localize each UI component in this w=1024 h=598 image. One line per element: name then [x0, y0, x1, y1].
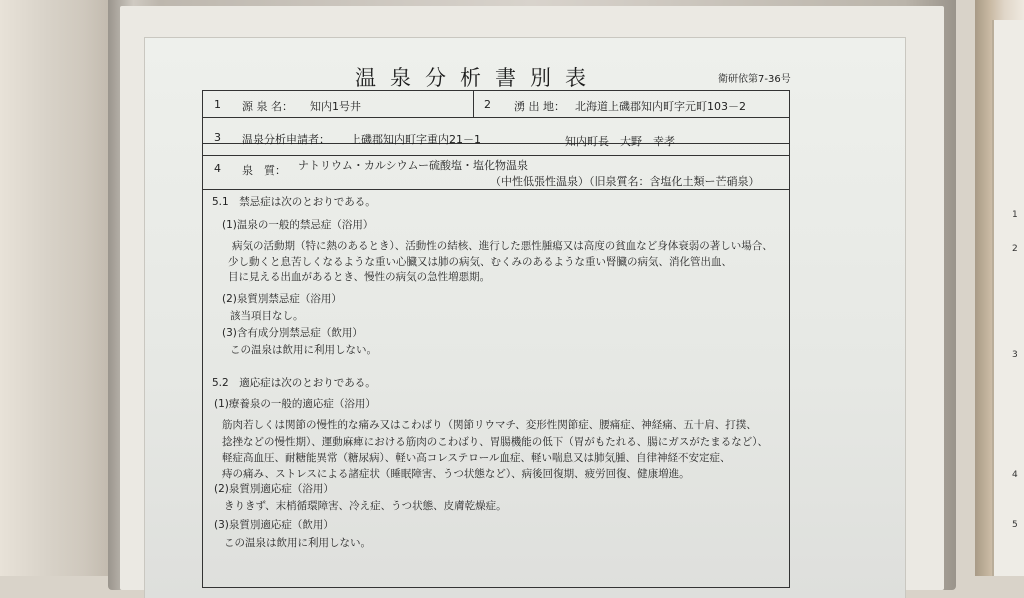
- row2-number: 2: [484, 98, 491, 111]
- adjacent-mark: 3: [1012, 350, 1018, 360]
- drinking-indication-text: この温泉は飲用に利用しない。: [224, 537, 371, 549]
- adjacent-mark: 4: [1012, 470, 1018, 480]
- adjacent-mark: 5: [1012, 520, 1018, 530]
- component-contraindication-text: この温泉は飲用に利用しない。: [230, 344, 377, 356]
- document-title: 温泉分析書別表: [355, 66, 600, 90]
- row4-value: ナトリウム・カルシウムー硫酸塩・塩化物温泉: [298, 159, 528, 172]
- row2-value: 北海道上磯郡知内町字元町103－2: [575, 100, 746, 113]
- row1-number: 1: [214, 98, 221, 111]
- general-indication-heading: (1)療養泉の一般的適応症（浴用）: [214, 398, 376, 410]
- adjacent-mark: 2: [1012, 244, 1018, 254]
- row3-applicant-name: 知内町長 大野 幸孝: [565, 135, 675, 148]
- contraindication-heading: 5.1 禁忌症は次のとおりである。: [212, 196, 376, 208]
- wall: [0, 0, 120, 576]
- row2-label: 湧 出 地：: [514, 100, 565, 113]
- indication-line: 捻挫などの慢性期）、運動麻痺における筋肉のこわばり、胃腸機能の低下（胃がもたれる、腸にガスがたまるなど）、: [222, 436, 768, 448]
- spring-contraindication-heading: (2)泉質別禁忌症（浴用）: [222, 293, 342, 305]
- row3-value: 上磯郡知内町字重内21－1: [350, 133, 481, 146]
- adjacent-mark: 1: [1012, 210, 1018, 220]
- spring-indication-heading: (2)泉質別適応症（浴用）: [214, 483, 334, 495]
- indication-line: 筋肉若しくは関節の慢性的な痛み又はこわばり（関節リウマチ、変形性関節症、腰痛症、神経痛、五十肩、打撲、: [222, 419, 757, 431]
- indication-line: 軽症高血圧、耐糖能異常（糖尿病）、軽い高コレステロール血症、軽い喘息又は肺気腫、自律神経不安定症、: [222, 452, 731, 464]
- row4-label: 泉 質：: [242, 164, 286, 177]
- indication-heading: 5.2 適応症は次のとおりである。: [212, 377, 376, 389]
- spring-contraindication-text: 該当項目なし。: [230, 310, 304, 322]
- contraindication-line: 目に見える出血があるとき、慢性の病気の急性増悪期。: [228, 271, 491, 283]
- row1-label: 源 泉 名：: [242, 100, 293, 113]
- spring-indication-text: きりきず、末梢循環障害、冷え症、うつ状態、皮膚乾燥症。: [224, 500, 507, 512]
- general-contraindication-heading: (1)温泉の一般的禁忌症（浴用）: [222, 219, 374, 231]
- row3-label: 温泉分析申請者：: [242, 133, 330, 146]
- indication-line: 痔の痛み、ストレスによる諸症状（睡眠障害、うつ状態など）、病後回復期、疲労回復、健康増進。: [222, 468, 690, 480]
- drinking-indication-heading: (3)泉質別適応症（飲用）: [214, 519, 334, 531]
- row4-value-sub: （中性低張性温泉）（旧泉質名：含塩化土類ー芒硝泉）: [490, 175, 760, 188]
- contraindication-line: 少し動くと息苦しくなるような重い心臓又は肺の病気、むくみのあるような重い腎臓の病気、消化管出血、: [228, 256, 732, 268]
- document-number: 衛研依第7-36号: [718, 74, 791, 85]
- adjacent-document: [992, 20, 1024, 576]
- component-contraindication-heading: (3)含有成分別禁忌症（飲用）: [222, 327, 363, 339]
- row1-value: 知内1号井: [310, 100, 361, 113]
- contraindication-line: 病気の活動期（特に熱のあるとき）、活動性の結核、進行した悪性腫瘍又は高度の貧血など身体衰弱の著しい場合、: [232, 240, 773, 252]
- row3-number: 3: [214, 131, 221, 144]
- row4-number: 4: [214, 162, 221, 175]
